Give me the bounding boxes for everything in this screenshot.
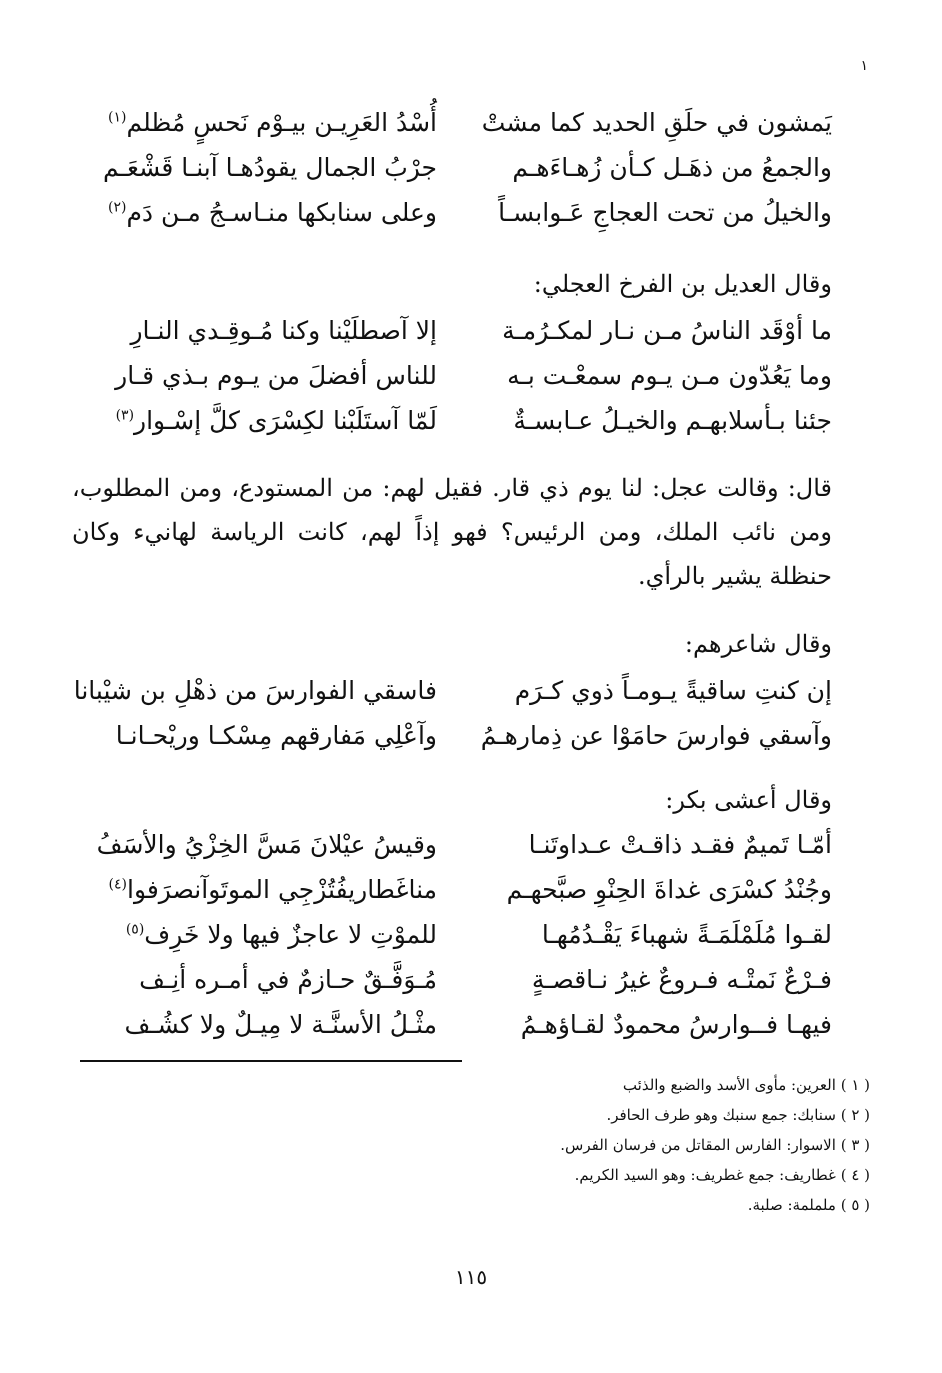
- prose-paragraph: قال: وقالت عجل: لنا يوم ذي قار. فقيل لهم: من المستودع، ومن المطلوب، ومن نائب الملك، ومن الرئيس؟ فهو إذاً لهم، كانت الرياسة لهانيء وكان حنظلة يشير بالرأي.: [72, 474, 832, 590]
- footnote: ( ٢ ) سنابك: جمع سنبك وهو طرف الحافر.: [606, 1106, 870, 1124]
- verse-first-hemistich: ما أوْقَد الناسُ مـن نـار لمكـرُمـة: [502, 316, 832, 345]
- poem-intro: وقال شاعرهم:: [684, 630, 832, 658]
- verse-second-hemistich: وعلى سنابكها منـاسـجُ مـن دَم$^{(٢)}$: [107, 198, 437, 227]
- verse-second-hemistich: للموْتِ لا عاجزٌ فيها ولا خَرِف$^{(٥)}$: [125, 920, 437, 949]
- page-mark: ١: [860, 58, 868, 74]
- verse-second-hemistich: للناس أفضلَ من يـوم بـذي قـار: [115, 361, 437, 390]
- verse: [97, 912, 832, 957]
- footnote-ref: (٥): [125, 921, 145, 938]
- verse: [97, 353, 832, 398]
- verse-first-hemistich: فيهـا فــوارسُ محمودٌ لقـاؤهـمُ: [520, 1010, 832, 1039]
- footnote: ( ١ ) العرين: مأوى الأسد والضبع والذئب: [622, 1076, 870, 1094]
- verse: [97, 1002, 832, 1047]
- poem-intro: وقال العديل بن الفرخ العجلي:: [533, 270, 832, 298]
- footnotes: [470, 1070, 870, 1220]
- verse: [97, 100, 832, 145]
- verse-second-hemistich: مثْـلُ الأسنَّـة لا مِيـلٌ ولا كشُـف: [124, 1010, 437, 1039]
- verse-first-hemistich: لقـوا مُلَمْلَمَـةً شهباءَ يَقْـدُمُهـا: [541, 920, 832, 949]
- verse-second-hemistich: مناغَطاريفُتُزْجِي الموتَوآنصرَفوا$^{(٤)}$: [108, 875, 437, 904]
- poem-3: [73, 668, 832, 758]
- verse-first-hemistich: والخيلُ من تحت العجاجِ عَـوابسـاً: [498, 198, 832, 227]
- verse-first-hemistich: فـرْعٌ نَمتْـه فـروعٌ غيرُ نـاقصـةٍ: [531, 965, 832, 994]
- verse-second-hemistich: فاسقي الفوارسَ من ذهْلِ بن شيْبانا: [73, 676, 437, 705]
- verse-first-hemistich: جئنا بـأسلابهـم والخيـلُ عـابسـةٌ: [513, 406, 832, 435]
- verse: [97, 308, 832, 353]
- footnote: ( ٤ ) غطاريف: جمع غطريف: وهو السيد الكريم.: [574, 1166, 870, 1184]
- footnote-ref: (٢): [107, 199, 127, 216]
- verse-first-hemistich: وجُنْدُ كسْرَى غداةَ الحِنْوِ صبَّحهـم: [506, 875, 832, 904]
- verse: [97, 190, 832, 235]
- poem-4: [97, 822, 832, 1047]
- poem-1: [97, 100, 832, 235]
- verse-second-hemistich: لَمّا آستَلَبْنا لكِسْرَى كلَّ إسْـوار$^{(٣)}$: [115, 406, 437, 435]
- verse: [97, 822, 832, 867]
- verse: [73, 668, 832, 713]
- page-number: ١١٥: [454, 1265, 488, 1289]
- verse-first-hemistich: أمّـا تَميمٌ فقـد ذاقـتْ عـداوتَنـا: [528, 830, 832, 859]
- footnote-ref: (٤): [108, 876, 127, 893]
- verse-second-hemistich: أُسْدُ العَرِيـن بيـوْم نَحسٍ مُظلم$^{(١)}$: [107, 108, 437, 137]
- footnote-ref: (٣): [115, 407, 135, 424]
- verse-second-hemistich: مُـوَفَّـقٌ حـازمٌ في أمـره أنِـف: [139, 965, 437, 994]
- verse: [97, 957, 832, 1002]
- verse: [97, 867, 832, 912]
- verse: [97, 713, 832, 758]
- footnote-ref: (١): [107, 109, 127, 126]
- verse-first-hemistich: وآسقي فوارسَ حامَوْا عن ذِمارهـمُ: [480, 721, 832, 750]
- verse-second-hemistich: إلا آصطلَيْنا وكنا مُـوقِـدي النـارِ: [130, 316, 437, 345]
- verse: [97, 398, 832, 443]
- verse-first-hemistich: يَمشون في حلَقِ الحديد كما مشتْ: [481, 108, 832, 137]
- verse-second-hemistich: وآعْلِي مَفارقهم مِسْكـا وريْحـانـا: [115, 721, 437, 750]
- footnote-divider: [80, 1060, 462, 1062]
- verse-second-hemistich: وقيسُ عيْلانَ مَسَّ الخِزْيُ والأسَفُ: [96, 830, 437, 859]
- footnote: ( ٣ ) الاسوار: الفارس المقاتل من فرسان الفرس.: [560, 1136, 870, 1154]
- verse: [97, 145, 832, 190]
- verse-second-hemistich: جرْبُ الجمال يقودُهـا آبنـا قَشْعَـم: [103, 153, 437, 182]
- verse-first-hemistich: والجمعُ من ذهَـل كـأن زُهـاءَهـم: [512, 153, 832, 182]
- verse-first-hemistich: وما يَعُدّون مـن يـوم سمعْـت بـه: [507, 361, 832, 390]
- poem-intro: وقال أعشى بكر:: [665, 786, 832, 814]
- poem-2: [97, 308, 832, 443]
- footnote: ( ٥ ) ململمة: صلبة.: [747, 1196, 870, 1214]
- verse-first-hemistich: إن كنتِ ساقيةً يـومـاً ذوي كـرَم: [514, 676, 832, 705]
